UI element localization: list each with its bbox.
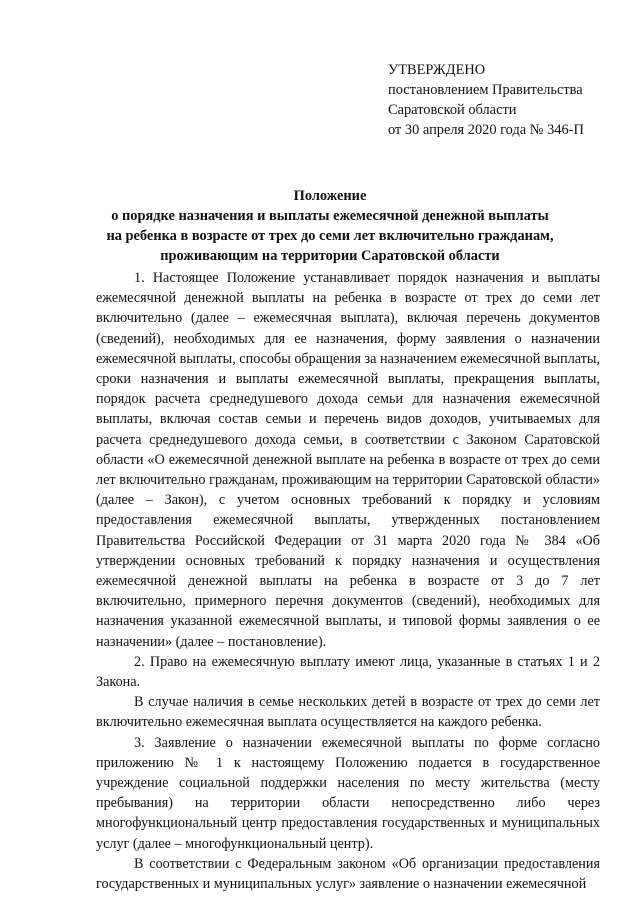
paragraph-2-note: В случае наличия в семье нескольких детей в возрасте от трех до семи лет включительно ежемесячная выплата осуществляется на каждого ребенка. — [96, 694, 600, 731]
approval-decree: постановлением Правительства — [388, 82, 583, 98]
approval-region: Саратовской области — [388, 102, 517, 118]
title-line: проживающим на территории Саратовской области — [160, 248, 500, 264]
paragraph-3: 3. Заявление о назначении ежемесячной выплаты по форме согласно приложению № 1 к настоящему Положению подается в государственное учреждение социальной поддержки населения по месту жительства (месту пребывания) на территории области непосредственно либо через многофункциональный центр предоставления государственных и муниципальных услуг (далее – многофункциональный центр). — [96, 734, 600, 852]
document-body — [96, 268, 600, 894]
document-title — [60, 186, 600, 266]
approval-heading: УТВЕРЖДЕНО — [388, 62, 486, 78]
approval-date-number: от 30 апреля 2020 года № 346-П — [388, 122, 584, 138]
paragraph-1: 1. Настоящее Положение устанавливает порядок назначения и выплаты ежемесячной денежной выплаты на ребенка в возрасте от трех до семи лет включительно (далее – ежемесячная выплата), включая перечень документов (сведений), необходимых для ее назначения, форму заявления о назначении ежемесячной выплаты, способы обращения за назначением ежемесячной выплаты, сроки назначения и выплаты ежемесячной выплаты, прекращения выплаты, порядок расчета среднедушевого дохода семьи для назначения ежемесячной выплаты, включая состав семьи и перечень видов доходов, учитываемых для расчета среднедушевого дохода семьи, в соответствии с Законом Саратовской области «О ежемесячной денежной выплате на ребенка в возрасте от трех до семи лет включительно гражданам, проживающим на территории Саратовской области» (далее – Закон), с учетом основных требований к порядку и условиям предоставления ежемесячной выплаты, утвержденных постановлением Правительства Российской Федерации от 31 марта 2020 года № 384 «Об утверждении основных требований к порядку назначения и осуществления ежемесячной денежной выплаты на ребенка в возрасте от 3 до 7 лет включительно, примерного перечня документов (сведений), необходимых для назначения указанной ежемесячной выплаты, и типовой формы заявления о ее назначении» (далее – постановление). — [96, 270, 600, 650]
paragraph-3-continuation: В соответствии с Федеральным законом «Об организации предоставления государственных и муниципальных услуг» заявление о назначении ежемесячной — [96, 855, 600, 893]
title-heading: Положение — [293, 188, 367, 204]
title-line: о порядке назначения и выплаты ежемесячной денежной выплаты — [111, 208, 549, 224]
paragraph-2: 2. Право на ежемесячную выплату имеют лица, указанные в статьях 1 и 2 Закона. — [96, 653, 600, 691]
approval-stamp — [388, 60, 584, 140]
title-line: на ребенка в возрасте от трех до семи лет включительно гражданам, — [106, 228, 554, 244]
